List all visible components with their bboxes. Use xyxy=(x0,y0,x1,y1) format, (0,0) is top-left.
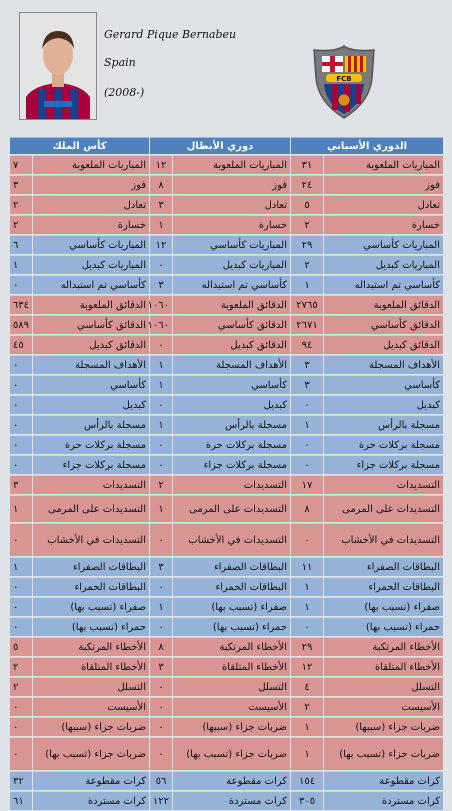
liga-value: ٢٤ xyxy=(291,175,323,194)
cup-label: فوز xyxy=(33,175,149,194)
liga-value: ١ xyxy=(291,717,323,736)
table-row xyxy=(10,737,443,770)
champions-label: الأهداف المسجلة xyxy=(173,355,290,374)
header-champions: دوري الأبطال xyxy=(150,137,290,154)
table-row xyxy=(10,717,443,736)
cup-value: ٠ xyxy=(10,597,32,616)
table-row xyxy=(10,657,443,676)
cup-label: حمراء (تسبب بها) xyxy=(33,617,149,636)
table-row xyxy=(10,375,443,394)
table-row xyxy=(10,255,443,274)
cup-value: ٠ xyxy=(10,717,32,736)
liga-label: كرات مقطوعة xyxy=(324,771,443,790)
table-row xyxy=(10,455,443,474)
cup-value: ٣ xyxy=(10,175,32,194)
cup-value: ١ xyxy=(10,557,32,576)
liga-value: ٢٧٦٥ xyxy=(291,295,323,314)
liga-value: ١ xyxy=(291,737,323,770)
champions-label: ضربات جزاء (سببها) xyxy=(173,717,290,736)
champions-label: البطاقات الحمراء xyxy=(173,577,290,596)
champions-label: ضربات جزاء (تسبب بها) xyxy=(173,737,290,770)
cup-label: الدقائق الملعوبة xyxy=(33,295,149,314)
champions-value: ٠ xyxy=(150,395,172,414)
champions-value: ٠ xyxy=(150,717,172,736)
liga-value: ٠ xyxy=(291,523,323,556)
champions-label: حمراء (تسبب بها) xyxy=(173,617,290,636)
liga-label: الأخطاء المرتكبة xyxy=(324,637,443,656)
cup-value: ٠ xyxy=(10,697,32,716)
liga-label: البطاقات الصفراء xyxy=(324,557,443,576)
liga-label: كبديل xyxy=(324,395,443,414)
cup-value: ٣٢ xyxy=(10,771,32,790)
liga-label: الأهداف المسجلة xyxy=(324,355,443,374)
liga-label: ضربات جزاء (سببها) xyxy=(324,717,443,736)
liga-label: كأساسي xyxy=(324,375,443,394)
table-row xyxy=(10,215,443,234)
champions-value: ٠ xyxy=(150,335,172,354)
liga-value: ١٧ xyxy=(291,475,323,494)
cup-label: تعادل xyxy=(33,195,149,214)
table-row xyxy=(10,335,443,354)
table-row xyxy=(10,791,443,810)
liga-label: مسجلة بركلات حرة xyxy=(324,435,443,454)
cup-label: المباريات كبديل xyxy=(33,255,149,274)
champions-label: كأساسي تم استبداله xyxy=(173,275,290,294)
cup-value: ١ xyxy=(10,495,32,522)
champions-label: التسديدات على المرمى xyxy=(173,495,290,522)
stats-table xyxy=(9,136,444,811)
table-row xyxy=(10,355,443,374)
champions-value: ١ xyxy=(150,355,172,374)
cup-label: الأسيست xyxy=(33,697,149,716)
champions-value: ٠ xyxy=(150,523,172,556)
liga-value: ١٢ xyxy=(291,657,323,676)
liga-value: ١ xyxy=(291,577,323,596)
champions-value: ٠ xyxy=(150,577,172,596)
champions-value: ٣ xyxy=(150,657,172,676)
player-name: Gerard Pique Bernabeu xyxy=(104,28,237,41)
cup-label: التسلل xyxy=(33,677,149,696)
liga-value: ٢٦٧١ xyxy=(291,315,323,334)
cup-label: الدقائق كأساسي xyxy=(33,315,149,334)
champions-label: الأخطاء المتلقاة xyxy=(173,657,290,676)
cup-value: ٢ xyxy=(10,657,32,676)
champions-label: البطاقات الصفراء xyxy=(173,557,290,576)
liga-label: التسديدات xyxy=(324,475,443,494)
liga-label: الأخطاء المتلقاة xyxy=(324,657,443,676)
champions-label: كرات مستردة xyxy=(173,791,290,810)
liga-label: البطاقات الحمراء xyxy=(324,577,443,596)
liga-label: كرات مستردة xyxy=(324,791,443,810)
table-row xyxy=(10,597,443,616)
cup-label: مسجلة بركلات حرة xyxy=(33,435,149,454)
table-row xyxy=(10,677,443,696)
liga-value: ٠ xyxy=(291,617,323,636)
liga-value: ٣ xyxy=(291,355,323,374)
liga-value: ٠ xyxy=(291,395,323,414)
liga-label: فوز xyxy=(324,175,443,194)
liga-value: ٢٩ xyxy=(291,235,323,254)
table-row xyxy=(10,295,443,314)
table-row xyxy=(10,617,443,636)
cup-label: كبديل xyxy=(33,395,149,414)
champions-label: خسارة xyxy=(173,215,290,234)
table-row xyxy=(10,577,443,596)
liga-label: خسارة xyxy=(324,215,443,234)
cup-label: البطاقات الصفراء xyxy=(33,557,149,576)
champions-value: ٠ xyxy=(150,697,172,716)
liga-value: ٣٠٥ xyxy=(291,791,323,810)
champions-value: ٥٦ xyxy=(150,771,172,790)
liga-label: المباريات كأساسي xyxy=(324,235,443,254)
cup-value: ٦ xyxy=(10,235,32,254)
liga-value: ٥ xyxy=(291,195,323,214)
cup-label: ضربات جزاء (تسبب بها) xyxy=(33,737,149,770)
liga-label: صفراء (تسبب بها) xyxy=(324,597,443,616)
liga-label: مسجلة بركلات جزاء xyxy=(324,455,443,474)
champions-label: مسجلة بركلات حرة xyxy=(173,435,290,454)
liga-value: ٩٤ xyxy=(291,335,323,354)
table-row xyxy=(10,275,443,294)
champions-label: الدقائق الملعوبة xyxy=(173,295,290,314)
table-row xyxy=(10,557,443,576)
cup-label: كرات مستردة xyxy=(33,791,149,810)
cup-value: ٧ xyxy=(10,155,32,174)
liga-value: ٣١ xyxy=(291,155,323,174)
liga-value: ٨ xyxy=(291,495,323,522)
cup-label: خسارة xyxy=(33,215,149,234)
champions-label: مسجلة بركلات جزاء xyxy=(173,455,290,474)
cup-label: كأساسي xyxy=(33,375,149,394)
table-row xyxy=(10,697,443,716)
champions-label: كبديل xyxy=(173,395,290,414)
cup-value: ٠ xyxy=(10,395,32,414)
champions-value: ١٠٦٠ xyxy=(150,295,172,314)
champions-value: ١ xyxy=(150,597,172,616)
cup-label: ضربات جزاء (سببها) xyxy=(33,717,149,736)
cup-label: مسجلة بركلات جزاء xyxy=(33,455,149,474)
champions-value: ٠ xyxy=(150,737,172,770)
club-crest-logo xyxy=(312,44,376,120)
champions-label: المباريات كأساسي xyxy=(173,235,290,254)
table-row xyxy=(10,435,443,454)
header-liga: الدوري الأسباني xyxy=(291,137,443,154)
liga-label: الدقائق كأساسي xyxy=(324,315,443,334)
champions-value: ١٢٢ xyxy=(150,791,172,810)
cup-value: ١ xyxy=(10,255,32,274)
table-row xyxy=(10,637,443,656)
champions-value: ٠ xyxy=(150,255,172,274)
champions-value: ٠ xyxy=(150,455,172,474)
cup-value: ٠ xyxy=(10,355,32,374)
champions-label: التسلل xyxy=(173,677,290,696)
player-photo-image xyxy=(20,13,96,119)
champions-value: ١ xyxy=(150,415,172,434)
liga-value: ٠ xyxy=(291,455,323,474)
champions-value: ٣ xyxy=(150,557,172,576)
champions-label: المباريات الملعوبة xyxy=(173,155,290,174)
cup-label: التسديدات على المرمى xyxy=(33,495,149,522)
table-row xyxy=(10,175,443,194)
cup-label: التسديدات xyxy=(33,475,149,494)
liga-value: ١٥٤ xyxy=(291,771,323,790)
cup-value: ٦٣٤ xyxy=(10,295,32,314)
table-row xyxy=(10,475,443,494)
cup-value: ٢ xyxy=(10,677,32,696)
champions-value: ٠ xyxy=(150,435,172,454)
champions-label: الدقائق كأساسي xyxy=(173,315,290,334)
champions-label: مسجلة بالرأس xyxy=(173,415,290,434)
champions-value: ٨ xyxy=(150,175,172,194)
liga-label: التسديدات في الأخشاب xyxy=(324,523,443,556)
cup-value: ٠ xyxy=(10,617,32,636)
champions-label: الأسيست xyxy=(173,697,290,716)
table-row xyxy=(10,235,443,254)
liga-value: ٢ xyxy=(291,697,323,716)
cup-label: المباريات الملعوبة xyxy=(33,155,149,174)
liga-label: التسلل xyxy=(324,677,443,696)
table-row xyxy=(10,195,443,214)
liga-label: المباريات الملعوبة xyxy=(324,155,443,174)
table-row xyxy=(10,523,443,556)
cup-value: ٠ xyxy=(10,737,32,770)
cup-value: ٠ xyxy=(10,375,32,394)
liga-value: ١١ xyxy=(291,557,323,576)
cup-label: كرات مقطوعة xyxy=(33,771,149,790)
liga-value: ٢٩ xyxy=(291,637,323,656)
cup-label: المباريات كأساسي xyxy=(33,235,149,254)
liga-label: كأساسي تم استبداله xyxy=(324,275,443,294)
champions-value: ١ xyxy=(150,215,172,234)
champions-value: ٠ xyxy=(150,677,172,696)
cup-label: البطاقات الحمراء xyxy=(33,577,149,596)
cup-label: مسجلة بالرأس xyxy=(33,415,149,434)
liga-value: ٣ xyxy=(291,375,323,394)
champions-value: ١٢ xyxy=(150,155,172,174)
liga-label: ضربات جزاء (تسبب بها) xyxy=(324,737,443,770)
champions-value: ٠ xyxy=(150,617,172,636)
champions-value: ١ xyxy=(150,375,172,394)
champions-label: كرات مقطوعة xyxy=(173,771,290,790)
champions-value: ١٢ xyxy=(150,235,172,254)
cup-value: ٦١ xyxy=(10,791,32,810)
liga-value: ٤ xyxy=(291,677,323,696)
cup-value: ٠ xyxy=(10,455,32,474)
champions-label: كأساسي xyxy=(173,375,290,394)
liga-value: ٢ xyxy=(291,215,323,234)
champions-value: ٨ xyxy=(150,637,172,656)
champions-value: ٢ xyxy=(150,475,172,494)
liga-value: ١ xyxy=(291,597,323,616)
liga-label: المباريات كبديل xyxy=(324,255,443,274)
liga-label: التسديدات على المرمى xyxy=(324,495,443,522)
player-photo xyxy=(19,12,97,120)
header-cup: كأس الملك xyxy=(10,137,149,154)
cup-value: ٣ xyxy=(10,475,32,494)
cup-label: الأخطاء المتلقاة xyxy=(33,657,149,676)
liga-label: تعادل xyxy=(324,195,443,214)
champions-label: الدقائق كبديل xyxy=(173,335,290,354)
player-years: (2008-) xyxy=(104,86,145,99)
champions-label: فوز xyxy=(173,175,290,194)
liga-label: الدقائق الملعوبة xyxy=(324,295,443,314)
champions-value: ١٠٦٠ xyxy=(150,315,172,334)
cup-label: الأهداف المسجلة xyxy=(33,355,149,374)
champions-label: المباريات كبديل xyxy=(173,255,290,274)
cup-value: ٢ xyxy=(10,215,32,234)
cup-label: التسديدات في الأخشاب xyxy=(33,523,149,556)
cup-value: ٥٨٩ xyxy=(10,315,32,334)
profile-header xyxy=(0,0,452,130)
cup-label: كأساسي تم استبداله xyxy=(33,275,149,294)
crest-text: FCB xyxy=(336,75,352,83)
cup-value: ٢ xyxy=(10,195,32,214)
liga-label: الدقائق كبديل xyxy=(324,335,443,354)
cup-value: ٠ xyxy=(10,415,32,434)
table-header-row xyxy=(10,137,443,154)
liga-label: مسجلة بالرأس xyxy=(324,415,443,434)
cup-label: الدقائق كبديل xyxy=(33,335,149,354)
table-row xyxy=(10,415,443,434)
cup-label: الأخطاء المرتكبة xyxy=(33,637,149,656)
table-row xyxy=(10,771,443,790)
champions-label: التسديدات في الأخشاب xyxy=(173,523,290,556)
cup-value: ٠ xyxy=(10,275,32,294)
cup-value: ٠ xyxy=(10,435,32,454)
champions-value: ٣ xyxy=(150,195,172,214)
champions-label: التسديدات xyxy=(173,475,290,494)
liga-value: ١ xyxy=(291,415,323,434)
liga-label: حمراء (تسبب بها) xyxy=(324,617,443,636)
player-country: Spain xyxy=(104,56,136,69)
champions-label: صفراء (تسبب بها) xyxy=(173,597,290,616)
table-row xyxy=(10,395,443,414)
table-row xyxy=(10,315,443,334)
champions-label: تعادل xyxy=(173,195,290,214)
cup-value: ٠ xyxy=(10,523,32,556)
cup-label: صفراء (تسبب بها) xyxy=(33,597,149,616)
champions-value: ٣ xyxy=(150,275,172,294)
cup-value: ٠ xyxy=(10,577,32,596)
liga-value: ٢ xyxy=(291,255,323,274)
cup-value: ٤٥ xyxy=(10,335,32,354)
liga-value: ١ xyxy=(291,275,323,294)
champions-value: ١ xyxy=(150,495,172,522)
liga-value: ٠ xyxy=(291,435,323,454)
table-row xyxy=(10,155,443,174)
champions-label: الأخطاء المرتكبة xyxy=(173,637,290,656)
cup-value: ٥ xyxy=(10,637,32,656)
liga-label: الأسيست xyxy=(324,697,443,716)
table-row xyxy=(10,495,443,522)
